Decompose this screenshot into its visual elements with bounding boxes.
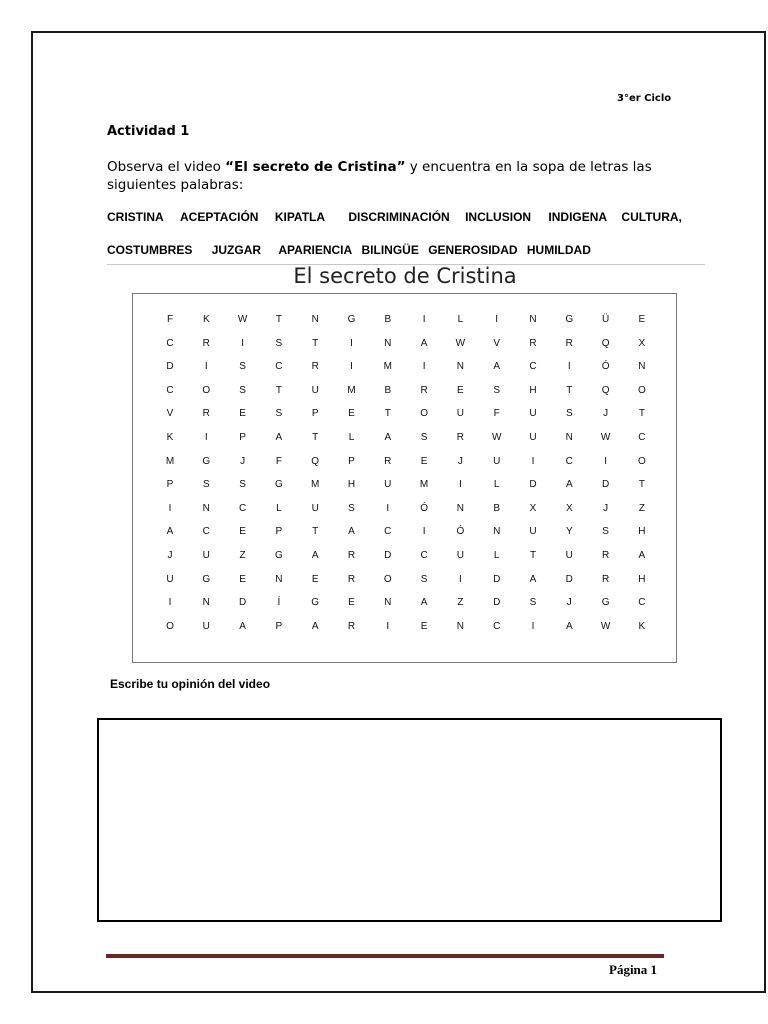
grid-letter: D <box>493 597 501 609</box>
grid-letter: N <box>565 432 573 443</box>
grid-letter: C <box>384 526 392 538</box>
grid-letter: W <box>491 432 502 443</box>
word-item: DISCRIMINACIÓN <box>348 210 450 224</box>
grid-letter: C <box>275 361 283 373</box>
grid-letter: H <box>638 573 646 585</box>
grid-letter: B <box>384 314 392 325</box>
grid-letter: E <box>311 573 319 585</box>
grid-letter: N <box>202 597 210 609</box>
grid-letter: J <box>240 455 246 467</box>
page-number: Página 1 <box>609 962 658 977</box>
grid-letter: E <box>638 314 646 325</box>
grid-letter: U <box>529 408 537 420</box>
grid-letter: N <box>456 361 464 373</box>
grid-letter: G <box>275 550 283 561</box>
grid-letter: M <box>165 455 175 467</box>
grid-letter: S <box>275 408 283 420</box>
grid-letter: Q <box>601 337 610 349</box>
grid-letter: R <box>565 337 573 349</box>
grid-letter: E <box>420 455 428 467</box>
grid-letter: N <box>529 314 537 325</box>
word-item: CULTURA, <box>621 210 682 224</box>
grid-letter: I <box>386 620 390 632</box>
opinion-label: Escribe tu opinión del video <box>110 677 271 691</box>
grid-letter: D <box>601 479 610 491</box>
grid-letter: P <box>311 408 319 420</box>
grid-letter: T <box>312 337 319 349</box>
grid-letter: H <box>347 479 356 491</box>
grid-letter: S <box>565 408 573 420</box>
grid-letter: C <box>493 620 501 632</box>
grid-letter: A <box>239 620 246 632</box>
grid-letter: J <box>603 408 609 420</box>
grid-letter: S <box>239 361 246 373</box>
grid-letter: T <box>275 384 282 396</box>
grid-letter: O <box>383 573 392 585</box>
word-item: KIPATLA <box>274 210 326 224</box>
grid-letter: T <box>566 384 573 396</box>
grid-letter: I <box>495 314 499 325</box>
grid-letter: E <box>239 573 246 585</box>
grid-letter: U <box>311 384 319 396</box>
grid-letter: I <box>604 455 607 467</box>
grid-letter: I <box>168 502 172 514</box>
grid-letter: C <box>529 361 537 373</box>
grid-letter: C <box>166 384 174 396</box>
grid-letter: C <box>638 432 646 443</box>
grid-letter: I <box>567 361 571 373</box>
grid-letter: C <box>420 550 428 561</box>
grid-letter: W <box>600 620 611 632</box>
grid-letter: G <box>202 455 211 467</box>
grid-letter: A <box>638 550 646 561</box>
grid-letter: Ü <box>601 314 610 325</box>
grid-letter: R <box>347 620 356 632</box>
grid-letter: Z <box>638 502 645 514</box>
grid-letter: Q <box>601 384 610 396</box>
grid-letter: C <box>166 337 174 349</box>
grid-letter: J <box>603 502 609 514</box>
instruction-rest: y encuentra en la sopa de letras las siguientes palabras: <box>107 159 652 193</box>
grid-letter: P <box>275 620 283 632</box>
grid-letter: I <box>204 432 208 443</box>
grid-letter: I <box>459 573 462 585</box>
grid-letter: I <box>422 361 426 373</box>
instruction-video-title: “El secreto de Cristina” <box>225 159 406 175</box>
grid-letter: X <box>529 502 537 514</box>
grid-letter: T <box>312 526 319 538</box>
grid-letter: J <box>167 550 173 561</box>
grid-letter: G <box>347 314 356 325</box>
grid-letter: K <box>202 314 210 325</box>
grid-letter: H <box>638 526 646 538</box>
opinion-answer-box[interactable] <box>97 718 722 922</box>
grid-letter: I <box>204 361 208 373</box>
grid-letter: L <box>457 314 464 325</box>
grid-letter: A <box>311 550 319 561</box>
grid-letter: M <box>347 384 356 396</box>
grid-letter: X <box>565 502 573 514</box>
grid-letter: E <box>420 620 428 632</box>
grid-letter: R <box>202 337 210 349</box>
grid-letter: M <box>311 479 320 491</box>
grid-letter: R <box>347 573 356 585</box>
word-list-line-1 <box>107 210 682 224</box>
grid-letter: G <box>601 597 610 609</box>
grid-letter: R <box>384 455 392 467</box>
grid-letter: D <box>529 479 537 491</box>
grid-letter: U <box>202 550 210 561</box>
grid-letter: N <box>456 620 464 632</box>
grid-letter: C <box>638 597 646 609</box>
grid-letter: I <box>241 337 244 349</box>
grid-letter: F <box>166 314 174 325</box>
word-list-line-2 <box>107 243 591 257</box>
grid-letter: S <box>239 384 246 396</box>
grid-letter: I <box>422 314 426 325</box>
grid-letter: P <box>275 526 283 538</box>
grid-letter: E <box>239 408 246 420</box>
word-item: JUZGAR <box>211 243 262 257</box>
grid-letter: B <box>384 384 392 396</box>
grid-letter: T <box>638 408 645 420</box>
grid-letter: A <box>384 432 392 443</box>
word-item: CRISTINA <box>107 210 164 224</box>
grid-letter: S <box>493 384 501 396</box>
grid-letter: A <box>565 620 573 632</box>
grid-letter: J <box>566 597 572 609</box>
grid-letter: P <box>166 479 174 491</box>
word-item: INCLUSION <box>465 210 532 224</box>
grid-letter: G <box>202 573 211 585</box>
grid-letter: Q <box>311 455 320 467</box>
grade-label: 3°er Ciclo <box>617 93 672 104</box>
grid-letter: N <box>202 502 210 514</box>
grid-letter: Y <box>565 526 573 538</box>
word-item: BILINGÜE <box>361 243 419 257</box>
grid-letter: N <box>493 526 501 538</box>
grid-letter: U <box>565 550 573 561</box>
grid-letter: R <box>311 361 319 373</box>
grid-letter: U <box>384 479 392 491</box>
grid-letter: K <box>166 432 174 443</box>
footer-rule <box>106 954 664 958</box>
grid-letter: I <box>422 526 426 538</box>
grid-letter: C <box>238 502 247 514</box>
grid-letter: A <box>348 526 355 538</box>
grid-letter: E <box>457 384 464 396</box>
grid-letter: I <box>531 455 535 467</box>
grid-letter: C <box>565 455 573 467</box>
grid-letter: D <box>384 550 392 561</box>
grid-letter: U <box>456 550 464 561</box>
grid-letter: D <box>166 361 174 373</box>
grid-letter: T <box>312 432 319 443</box>
grid-letter: U <box>202 620 210 632</box>
grid-letter: F <box>275 455 282 467</box>
grid-letter: A <box>493 361 501 373</box>
grid-letter: H <box>529 384 537 396</box>
grid-letter: T <box>275 314 282 325</box>
grid-letter: U <box>166 573 174 585</box>
grid-letter: R <box>601 550 610 561</box>
grid-letter: N <box>456 502 464 514</box>
grid-letter: S <box>348 502 355 514</box>
grid-letter: N <box>384 597 392 609</box>
grid-letter: L <box>493 550 500 561</box>
word-item: ACEPTACIÓN <box>180 210 259 224</box>
instructions <box>107 158 667 194</box>
word-item: COSTUMBRES <box>107 243 193 257</box>
grid-letter: L <box>493 479 500 491</box>
grid-letter: M <box>383 361 392 373</box>
grid-letter: M <box>419 479 429 491</box>
grid-letter: T <box>529 550 537 561</box>
grid-letter: Z <box>457 597 464 609</box>
grid-letter: R <box>456 432 464 443</box>
word-item: HUMILDAD <box>526 243 591 257</box>
grid-letter: N <box>311 314 319 325</box>
grid-letter: E <box>348 597 355 609</box>
grid-letter: O <box>420 408 428 420</box>
grid-letter: O <box>638 455 646 467</box>
word-search-grid <box>132 293 677 663</box>
grid-letter: T <box>384 408 391 420</box>
puzzle-title: El secreto de Cristina <box>293 264 517 288</box>
grid-letter: S <box>275 337 283 349</box>
grid-letter: O <box>638 384 646 396</box>
grid-letter: I <box>168 597 172 609</box>
grid-letter: P <box>239 432 246 443</box>
grid-letter: N <box>275 573 283 585</box>
grid-letter: I <box>386 502 390 514</box>
grid-letter: R <box>601 573 610 585</box>
word-item: GENEROSIDAD <box>428 243 518 257</box>
grid-letter: S <box>202 479 210 491</box>
grid-letter: I <box>350 337 353 349</box>
grid-letter: S <box>602 526 609 538</box>
grid-letter: V <box>166 408 174 420</box>
instruction-intro: Observa el video <box>107 159 226 175</box>
grid-letter: Ó <box>420 502 428 514</box>
grid-letter: I <box>531 620 535 632</box>
grid-letter: D <box>493 573 501 585</box>
grid-letter: N <box>384 337 392 349</box>
grid-letter: S <box>420 573 428 585</box>
grid-letter: U <box>529 526 537 538</box>
grid-letter: C <box>202 526 210 538</box>
activity-title: Actividad 1 <box>107 124 190 139</box>
grid-letter: N <box>638 361 646 373</box>
grid-letter: S <box>529 597 537 609</box>
grid-letter: U <box>311 502 319 514</box>
grid-letter: K <box>638 620 646 632</box>
grid-letter: E <box>348 408 355 420</box>
grid-letter: G <box>565 314 574 325</box>
grid-letter: R <box>529 337 537 349</box>
grid-letter: A <box>565 479 573 491</box>
grid-letter: D <box>565 573 573 585</box>
grid-letter: J <box>457 455 463 467</box>
grid-letter: U <box>456 408 464 420</box>
grid-letter: P <box>348 455 355 467</box>
grid-letter: B <box>493 502 501 514</box>
grid-letter: A <box>420 597 428 609</box>
grid-letter: R <box>202 408 210 420</box>
grid-letter: A <box>529 573 537 585</box>
grid-letter: W <box>237 314 248 325</box>
grid-letter: R <box>347 550 356 561</box>
grid-letter: X <box>638 337 646 349</box>
grid-letter: E <box>239 526 246 538</box>
grid-letter: G <box>275 479 283 491</box>
grid-letter: F <box>493 408 500 420</box>
grid-letter: O <box>166 620 174 632</box>
grid-letter: A <box>275 432 283 443</box>
grid-letter: Ó <box>456 526 465 538</box>
grid-letter: W <box>600 432 611 443</box>
grid-letter: D <box>238 597 247 609</box>
grid-letter: U <box>493 455 501 467</box>
grid-letter: Z <box>239 550 246 561</box>
grid-letter: W <box>455 337 466 349</box>
grid-letter: U <box>529 432 537 443</box>
word-item: APARIENCIA <box>278 243 353 257</box>
grid-letter: R <box>420 384 428 396</box>
grid-letter: I <box>350 361 353 373</box>
word-item: INDIGENA <box>548 210 608 224</box>
grid-letter: S <box>239 479 246 491</box>
grid-letter: Ó <box>601 361 610 373</box>
grid-letter: T <box>638 479 645 491</box>
grid-letter: G <box>311 597 320 609</box>
grid-letter: L <box>348 432 355 443</box>
grid-letter: I <box>459 479 462 491</box>
grid-letter: Í <box>277 597 281 609</box>
grid-letter: S <box>420 432 428 443</box>
grid-letter: A <box>311 620 319 632</box>
grid-letter: O <box>202 384 211 396</box>
grid-letter: A <box>420 337 428 349</box>
grid-letter: A <box>166 526 174 538</box>
grid-letter: L <box>276 502 282 514</box>
grid-letter: V <box>493 337 501 349</box>
